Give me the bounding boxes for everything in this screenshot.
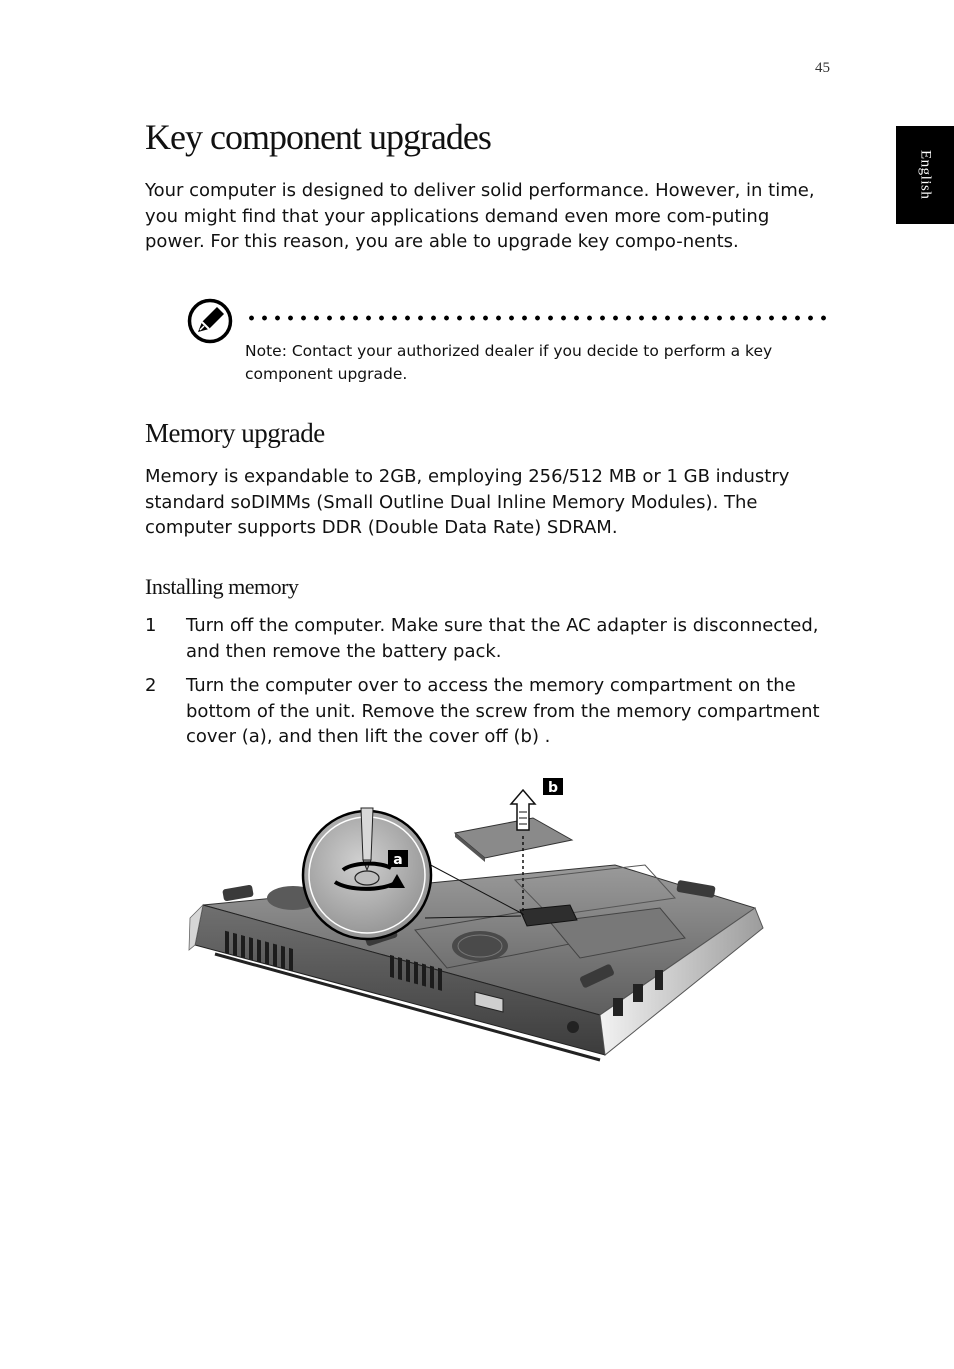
- label-b-badge: [543, 778, 563, 796]
- label-a-badge: [388, 850, 408, 868]
- screw-callout: [303, 808, 431, 939]
- step-number: 2: [145, 675, 157, 696]
- label-b: b: [547, 780, 559, 796]
- memory-upgrade-heading: Memory upgrade: [145, 418, 325, 448]
- memory-cover: [455, 818, 572, 862]
- step-text: Turn off the computer. Make sure that the AC adapter is disconnected, and then remove the battery pack.: [186, 615, 819, 662]
- laptop-memory-illustration: [185, 770, 785, 1080]
- page-title: Key component upgrades: [145, 117, 491, 157]
- page-number: 45: [815, 60, 830, 76]
- language-tab-label: English: [917, 150, 934, 200]
- installing-memory-heading: Installing memory: [145, 574, 299, 599]
- note-divider: [245, 315, 830, 321]
- installation-steps: [145, 613, 833, 759]
- list-item: [145, 673, 833, 750]
- memory-description: Memory is expandable to 2GB, employing 256/512 MB or 1 GB industry standard soDIMMs (Small Outline Dual Inline Memory Modules). The computer supports DDR (Double Data Rate) SDRAM.: [145, 466, 790, 538]
- step-number: 1: [145, 615, 157, 636]
- list-item: [145, 613, 833, 664]
- laptop-base: [189, 865, 763, 1080]
- note-text: Note: Contact your authorized dealer if you decide to perform a key component upgrade.: [245, 342, 773, 383]
- language-tab: [896, 126, 954, 224]
- label-a: a: [393, 852, 403, 868]
- note-pen-icon: [187, 298, 233, 344]
- step-text: Turn the computer over to access the memory compartment on the bottom of the unit. Remove the screw from the memory compartment cover (a), and then lift the cover off (b) .: [186, 675, 820, 747]
- intro-paragraph: Your computer is designed to deliver solid performance. However, in time, you might find that your applications demand even more com-puting power. For this reason, you are able to upgrade key compo-nents.: [145, 180, 815, 252]
